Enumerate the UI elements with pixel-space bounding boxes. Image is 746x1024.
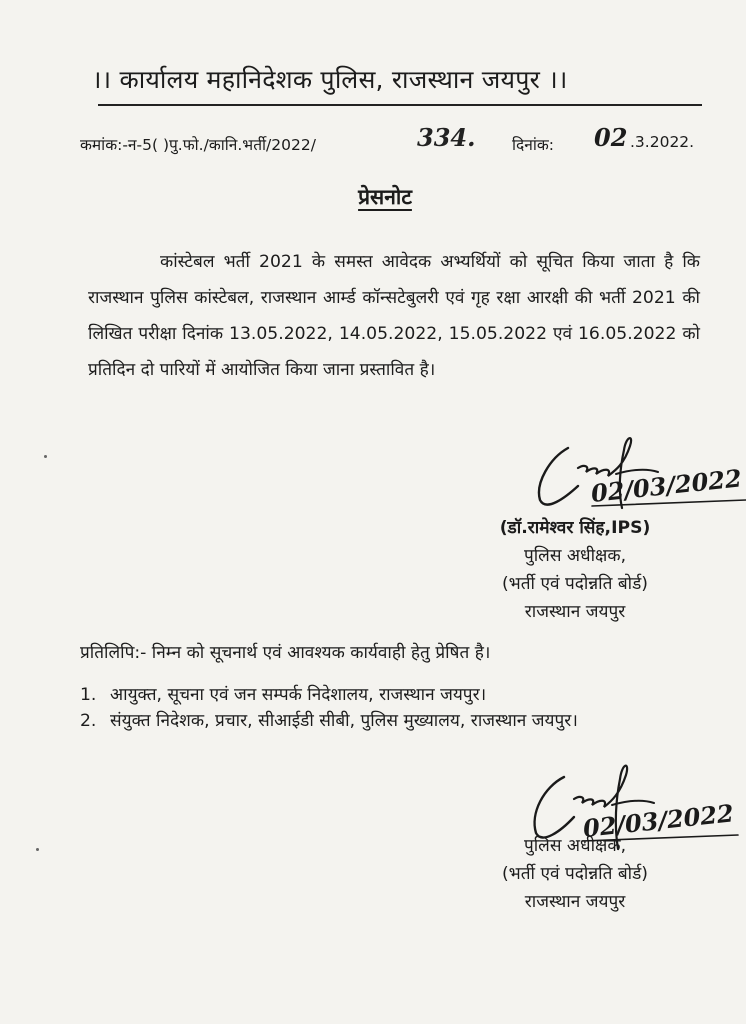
- signature-2-date: 02/03/2022: [581, 798, 735, 843]
- date-rest: .3.2022.: [630, 133, 695, 151]
- reference-prefix: कमांक:-न-5( )पु.फो./कानि.भर्ती/2022/: [80, 136, 316, 154]
- copy-to-list: [80, 683, 700, 735]
- signature-1-date: 02/03/2022: [589, 463, 743, 508]
- date-label: दिनांक:: [512, 136, 554, 154]
- list-item-text: आयुक्त, सूचना एवं जन सम्पर्क निदेशालय, राजस्थान जयपुर।: [110, 685, 487, 705]
- list-item-number: 2.: [80, 711, 97, 731]
- press-note-title: प्रेसनोट: [358, 185, 412, 209]
- reference-line: [80, 123, 710, 157]
- office-header: ।। कार्यालय महानिदेशक पुलिस, राजस्थान जयपुर ।।: [92, 65, 568, 94]
- list-item: [80, 709, 700, 734]
- paper-speck: [36, 848, 39, 851]
- copy-to-intro: प्रतिलिपि:- निम्न को सूचनार्थ एवं आवश्यक कार्यवाही हेतु प्रेषित है।: [80, 643, 491, 663]
- signatory-location: राजस्थान जयपुर: [524, 892, 626, 912]
- header-underline: [98, 104, 702, 106]
- signatory-department: (भर्ती एवं पदोन्नति बोर्ड): [501, 574, 649, 594]
- signatory-location: राजस्थान जयपुर: [524, 602, 626, 622]
- paper-speck: [44, 455, 47, 458]
- reference-number-handwritten: 334.: [417, 123, 476, 152]
- signatory-designation: पुलिस अधीक्षक,: [523, 546, 627, 566]
- list-item-text: संयुक्त निदेशक, प्रचार, सीआईडी सीबी, पुलिस मुख्यालय, राजस्थान जयपुर।: [110, 711, 578, 731]
- date-day-handwritten: 02: [594, 123, 628, 152]
- list-item-number: 1.: [80, 685, 97, 705]
- body-paragraph: कांस्टेबल भर्ती 2021 के समस्त आवेदक अभ्यर्थियों को सूचित किया जाता है कि राजस्थान पुलिस कांस्टेबल, राजस्थान आर्म्ड कॉन्सटेबुलरी एवं गृह रक्षा आरक्षी की भर्ती 2021 की लिखित परीक्षा दिनांक 13.05.2022, 14.05.2022, 15.05.2022 एवं 16.05.2022 को प्रतिदिन दो पारियों में आयोजित किया जाना प्रस्तावित है।: [88, 252, 700, 380]
- signatory-designation: पुलिस अधीक्षक,: [523, 836, 627, 856]
- signatory-block-2: [440, 832, 710, 916]
- signature-1-icon: [520, 428, 746, 518]
- signatory-block-1: [440, 514, 710, 626]
- signatory-department: (भर्ती एवं पदोन्नति बोर्ड): [501, 864, 649, 884]
- list-item: [80, 683, 700, 708]
- signatory-name: (डॉ.रामेश्वर सिंह,IPS): [499, 518, 651, 538]
